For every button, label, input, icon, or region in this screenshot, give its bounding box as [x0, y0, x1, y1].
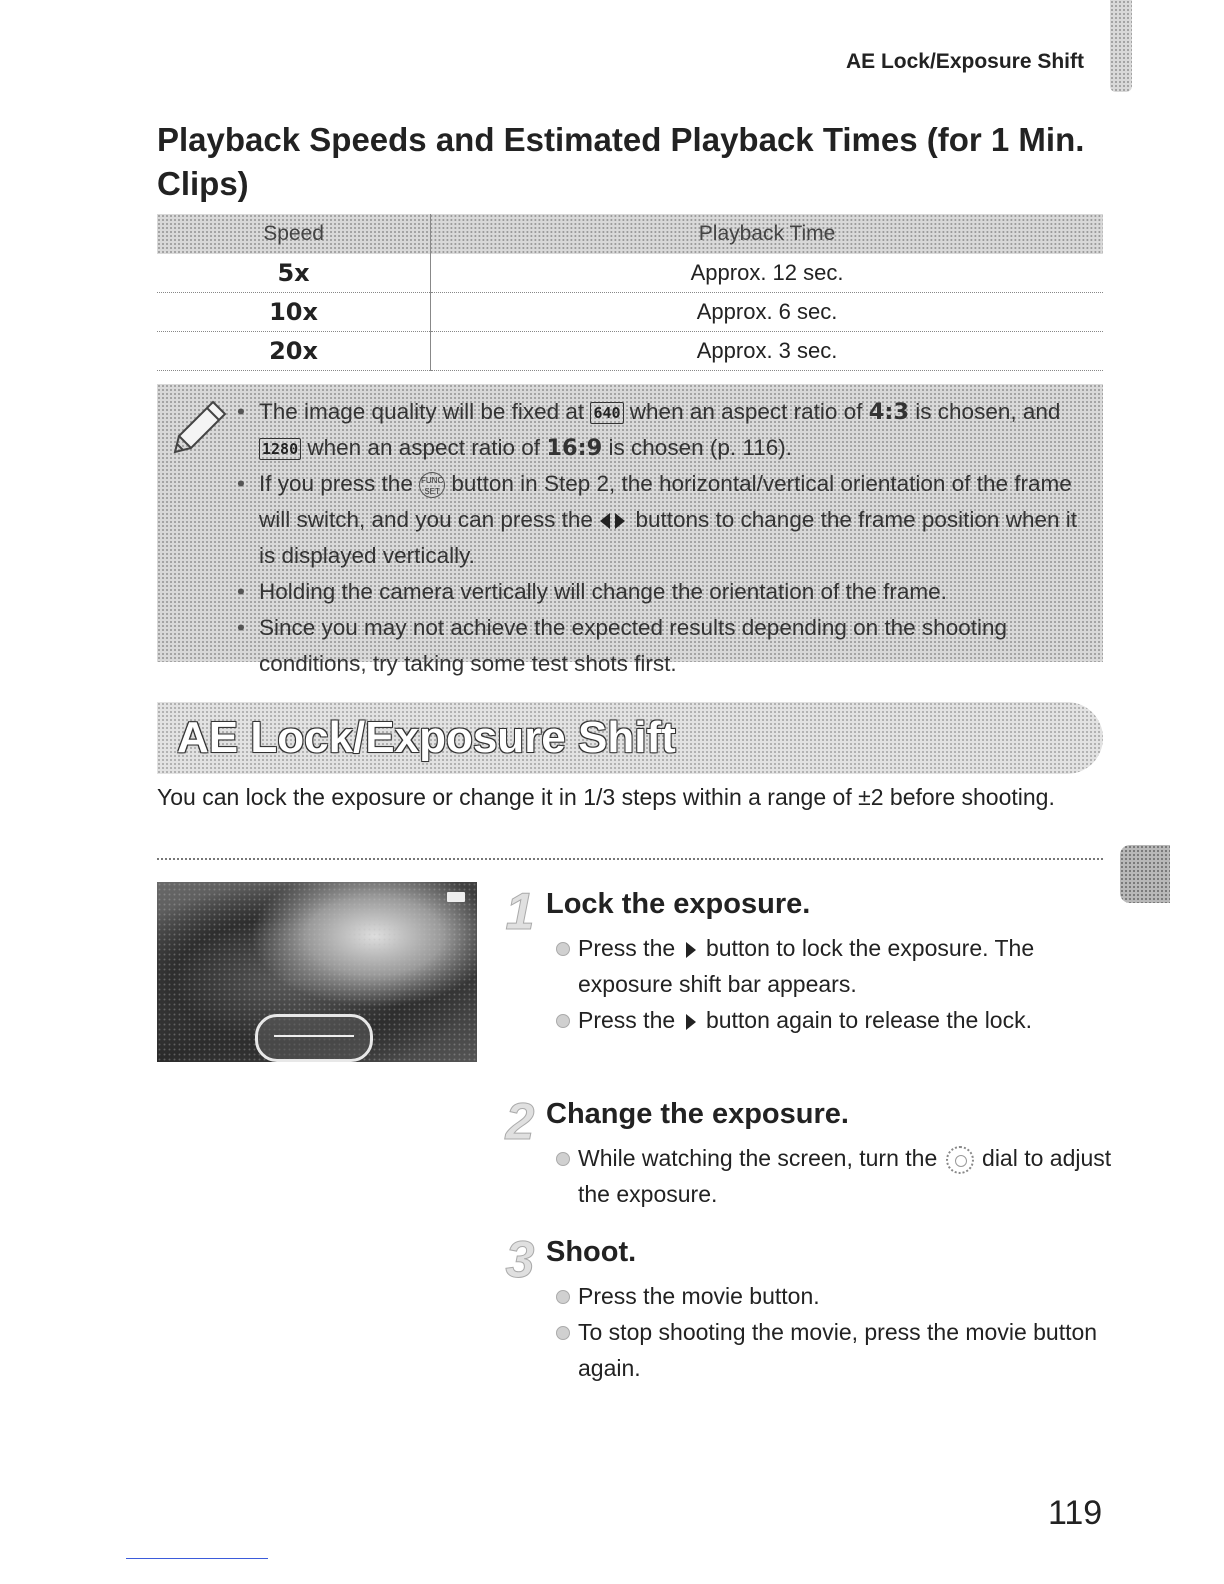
step-number: 1	[505, 883, 535, 941]
step-bullets	[556, 1278, 1116, 1386]
column-header-playback-time: Playback Time	[431, 214, 1103, 254]
table-header-row	[157, 214, 1103, 254]
note-text: button in Step 2, the horizontal/vertical orientation of the frame will switch, and you can press the	[259, 471, 1072, 532]
playback-speeds-table	[157, 214, 1103, 371]
step-bullets	[556, 930, 1116, 1038]
ae-lock-banner	[157, 702, 1103, 774]
bullet-text: Press the	[578, 935, 676, 961]
speed-cell: 5x	[157, 254, 431, 293]
exposure-shift-bar	[255, 1014, 373, 1062]
right-arrow-icon	[615, 513, 625, 529]
table-row	[157, 332, 1103, 371]
chapter-tab-side	[1120, 845, 1170, 903]
step-title: Lock the exposure.	[546, 888, 811, 920]
footer-rule	[126, 1558, 268, 1559]
step-bullet: Press the movie button.	[556, 1278, 1116, 1314]
step-title: Shoot.	[546, 1236, 637, 1268]
bullet-text: While watching the screen, turn the	[578, 1145, 938, 1171]
table-row	[157, 293, 1103, 332]
playback-time-cell: Approx. 6 sec.	[431, 293, 1103, 332]
speed-cell: 20x	[157, 332, 431, 371]
bullet-text: dial to adjust the exposure.	[578, 1145, 1112, 1207]
table-row	[157, 254, 1103, 293]
note-item	[253, 394, 1093, 466]
ae-lock-section-title: AE Lock/Exposure Shift	[177, 713, 676, 762]
playback-time-cell: Approx. 3 sec.	[431, 332, 1103, 371]
note-text: is chosen (p. 116).	[608, 435, 792, 460]
control-dial-icon	[946, 1146, 974, 1174]
column-header-speed: Speed	[263, 222, 324, 245]
aspect-ratio-4-3: 4:3	[868, 399, 910, 425]
step-bullets	[556, 1140, 1116, 1212]
note-item: • Since you may not achieve the expected results depending on the shooting conditions, try taking some test shots first.	[253, 610, 1093, 682]
aspect-ratio-16-9: 16:9	[546, 435, 603, 461]
right-button-icon	[686, 942, 696, 958]
note-text: The image quality will be fixed at	[259, 399, 585, 424]
note-item: • Holding the camera vertically will change the orientation of the frame.	[253, 574, 1093, 610]
notes-box	[157, 384, 1103, 676]
step-number: 3	[505, 1231, 535, 1289]
right-button-icon	[686, 1014, 696, 1030]
step-title: Change the exposure.	[546, 1098, 849, 1130]
playback-time-cell: Approx. 12 sec.	[431, 254, 1103, 293]
running-header: AE Lock/Exposure Shift	[845, 50, 1084, 73]
step-bullet	[556, 1002, 1116, 1038]
bullet-text: button again to release the lock.	[705, 1007, 1032, 1033]
page-number: 119	[1048, 1494, 1103, 1532]
left-arrow-icon	[600, 513, 610, 529]
note-text: is chosen, and	[915, 399, 1061, 424]
note-item	[253, 466, 1093, 574]
ae-lock-intro: You can lock the exposure or change it in 1/3 steps within a range of ±2 before shooting.	[157, 784, 1055, 810]
bullet-text: button to lock the exposure. The exposure shift bar appears.	[578, 935, 1035, 997]
battery-icon	[447, 892, 465, 902]
note-text: when an aspect ratio of	[307, 435, 541, 460]
playback-section-title: Playback Speeds and Estimated Playback Times (for 1 Min. Clips)	[157, 121, 1085, 202]
note-text: buttons to change the frame position when it is displayed vertically.	[259, 507, 1077, 568]
notes-list	[253, 394, 1093, 682]
note-text: when an aspect ratio of	[629, 399, 863, 424]
resolution-1280-icon: 1280	[259, 438, 301, 460]
note-text: If you press the	[259, 471, 413, 496]
step-number: 2	[505, 1093, 535, 1151]
chapter-tab-top	[1110, 0, 1132, 92]
func-set-button-icon: FUNC SET	[419, 472, 445, 498]
section-divider	[157, 858, 1103, 860]
bullet-text: Press the	[578, 1007, 676, 1033]
step-bullet: To stop shooting the movie, press the movie button again.	[556, 1314, 1116, 1386]
step-bullet	[556, 930, 1116, 1002]
pencil-icon	[171, 398, 229, 456]
speed-cell: 10x	[157, 293, 431, 332]
resolution-640-icon: 640	[590, 402, 623, 424]
step-bullet	[556, 1140, 1116, 1212]
camera-screen-image	[157, 882, 477, 1062]
